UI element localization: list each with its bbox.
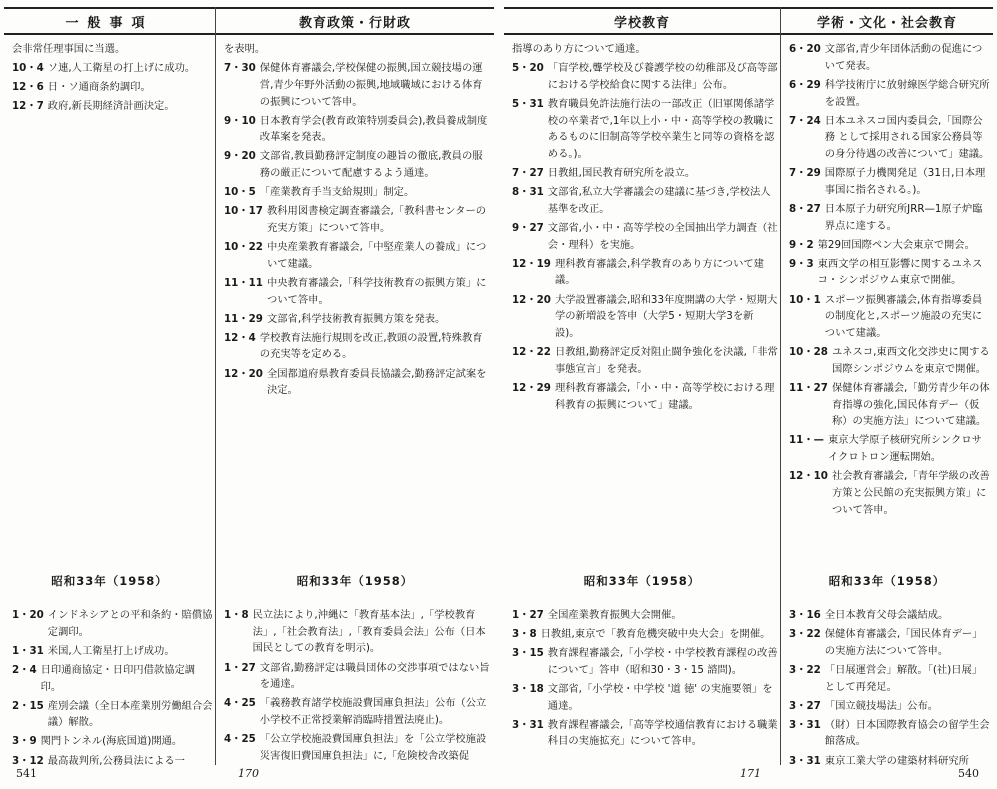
entry-date: 7・30 bbox=[224, 62, 256, 75]
entry-text: 教科用図書検定調査審議会,「教科書センターの充実方策」について答申。 bbox=[266, 205, 487, 234]
chronology-entry bbox=[789, 468, 991, 518]
chronology-entry bbox=[12, 60, 213, 77]
chronology-entry bbox=[789, 698, 991, 715]
entry-text: 全国都道府県教育委員長協議会,勤務評定試案を決定。 bbox=[266, 367, 487, 397]
entry-text: 中央産業教育審議会,「中堅産業人の養成」について建議。 bbox=[266, 241, 487, 270]
entry-date: 6・29 bbox=[789, 78, 821, 91]
entry-date: 11・11 bbox=[224, 276, 263, 289]
entry-text: 保健体育審議会,「勤労青少年の体育指導の強化,国民体育デー（仮称）の実施方法」について建議。 bbox=[831, 381, 990, 428]
chronology-entry bbox=[12, 607, 213, 640]
entry-date: 1・20 bbox=[12, 609, 44, 621]
chronology-entry bbox=[789, 344, 991, 377]
chronology-entry bbox=[512, 626, 778, 643]
entry-date: 3・8 bbox=[512, 628, 537, 641]
entry-text: 社会教育審議会,「青年学級の改善方策と公民館の充実振興方策」について答申。 bbox=[831, 470, 990, 516]
entries-bottom bbox=[781, 601, 993, 772]
entry-date: 9・3 bbox=[789, 257, 814, 270]
entry-date: 1・27 bbox=[512, 609, 544, 621]
chronology-entry bbox=[789, 662, 991, 695]
entry-date: 7・24 bbox=[789, 114, 821, 127]
entries-top bbox=[504, 35, 780, 413]
chronology-entry bbox=[512, 681, 778, 714]
chronology-entry bbox=[224, 60, 492, 110]
chronology-entry bbox=[224, 330, 492, 363]
chronology-entry bbox=[12, 643, 213, 660]
era-heading: 昭和33年（1958） bbox=[828, 574, 946, 588]
entry-text: 科学技術庁に放射線医学総合研究所を設置。 bbox=[824, 78, 990, 108]
chronology-entry bbox=[789, 256, 991, 289]
entry-date: 9・27 bbox=[512, 221, 544, 234]
column-heading: 学術・文化・社会教育 bbox=[781, 7, 993, 35]
entry-text: 東京工業大学の建築材料研究所 bbox=[824, 754, 969, 767]
entry-text: 全国産業教育振興大会開催。 bbox=[547, 609, 682, 621]
entry-date: 3・31 bbox=[789, 718, 821, 731]
chronology-entry bbox=[12, 662, 213, 695]
entry-text: 教育課程審議会,「高等学校通信教育における職業科目の実施拡充」について答申。 bbox=[547, 718, 778, 748]
column-heading: 一般事項 bbox=[4, 7, 215, 35]
column-culture-social-education bbox=[781, 7, 993, 765]
chronology-entry bbox=[224, 311, 492, 328]
entry-text: 最高裁判所,公務員法による一 bbox=[47, 754, 185, 767]
chronology-entry bbox=[224, 695, 492, 728]
entry-text: 教育課程審議会,「小学校・中学校教育課程の改善について」答申（昭和30・3・15 諮問)。 bbox=[547, 647, 778, 676]
chronology-entry bbox=[789, 165, 991, 198]
entry-text: 文部省,科学技術教育振興方策を発表。 bbox=[266, 312, 446, 325]
entry-text: 東西文学の相互影響に関するユネスコ・シンポジウム東京で開催。 bbox=[817, 257, 983, 287]
entry-date: 4・25 bbox=[224, 697, 256, 710]
entry-text: ユネスコ,東西文化交渉史に関する国際シンポジウムを東京で開催。 bbox=[831, 346, 990, 375]
entry-date: 10・5 bbox=[224, 186, 256, 199]
era-heading: 昭和33年（1958） bbox=[51, 574, 168, 588]
chronology-entry bbox=[512, 220, 778, 253]
entry-date: 10・4 bbox=[12, 62, 44, 75]
entry-date: 12・29 bbox=[512, 381, 551, 394]
entry-date: 3・22 bbox=[789, 663, 821, 676]
entries-bottom bbox=[4, 601, 215, 772]
entry-text: 第29回国際ペン大会東京で開会。 bbox=[817, 238, 975, 251]
chronology-entry bbox=[789, 292, 991, 342]
column-general bbox=[4, 7, 215, 765]
entry-text: 保健体育審議会,「国民体育デー」の実施方法について答申。 bbox=[824, 628, 983, 657]
entry-date: 5・31 bbox=[512, 97, 544, 110]
entry-text: 産別会議（全日本産業別労働組合会議）解散。 bbox=[47, 699, 213, 729]
entry-date: 9・20 bbox=[224, 150, 256, 163]
chronology-entry bbox=[12, 98, 213, 115]
entry-date: 1・8 bbox=[224, 609, 249, 621]
entry-date: 3・12 bbox=[12, 754, 44, 767]
page-number: 541 bbox=[16, 767, 37, 780]
chronology-entry bbox=[512, 380, 778, 413]
entry-text: 文部省,私立大学審議会の建議に基づき,学校法人基準を改正。 bbox=[547, 186, 771, 215]
entry-text: 政府,新長期経済計画決定。 bbox=[47, 100, 175, 113]
chronology-entry bbox=[12, 753, 213, 770]
entry-date: 9・10 bbox=[224, 114, 256, 127]
chronology-entry bbox=[224, 148, 492, 181]
entry-date: 12・7 bbox=[12, 100, 44, 113]
column-heading: 学校教育 bbox=[504, 7, 780, 35]
chronology-entry bbox=[224, 607, 492, 657]
entry-date: 12・22 bbox=[512, 346, 551, 359]
entry-text: 日本教育学会(教育政策特別委員会),教員養成制度改革案を発表。 bbox=[259, 114, 488, 144]
entry-text: 文部省,教員勤務評定制度の趣旨の徹底,教員の服務の厳正について配慮するよう通達。 bbox=[259, 150, 483, 180]
entry-text: 「産業教育手当支給規則」制定。 bbox=[259, 186, 415, 199]
chronology-entry bbox=[512, 256, 778, 289]
entry-date: 1・27 bbox=[224, 661, 256, 674]
entry-text: 関門トンネル(海底国道)開通。 bbox=[40, 735, 183, 748]
entry-text: 国際原子力機関発足（31日,日本理事国に指名される。)。 bbox=[824, 167, 986, 196]
entry-date: 10・17 bbox=[224, 205, 263, 218]
chronology-entry bbox=[224, 113, 492, 146]
entry-date: 12・19 bbox=[512, 257, 551, 270]
chronology-entry bbox=[789, 237, 991, 254]
entry-text: 日印通商協定・日印円借款協定調印。 bbox=[40, 663, 196, 693]
entry-text: 「盲学校,聾学校及び養護学校の幼稚部及び高等部における学校給食に関する法律」公布。 bbox=[547, 62, 778, 91]
entries-bottom bbox=[216, 601, 494, 767]
chronology-entry bbox=[512, 165, 778, 182]
entry-text: 文部省,青少年団体活動の促進について発表。 bbox=[824, 43, 983, 72]
entry-text: 「公立学校施設費国庫負担法」を「公立学校施設災害復旧費国庫負担法」に,「危険校舎改築促 bbox=[259, 733, 487, 762]
chronology-entry bbox=[12, 79, 213, 96]
entry-date: 7・29 bbox=[789, 167, 821, 180]
entry-date: 6・20 bbox=[789, 43, 821, 55]
entry-text: 日教組,国民教育研究所を設立。 bbox=[547, 167, 696, 180]
entry-date: 11・29 bbox=[224, 312, 263, 325]
chronology-entry bbox=[224, 660, 492, 693]
chronology-entry bbox=[789, 380, 991, 430]
entry-date: 3・16 bbox=[789, 609, 821, 621]
entry-text: 学校教育法施行規則を改正,教頭の設置,特殊教育の充実等を定める。 bbox=[259, 331, 483, 361]
entry-text: 米国,人工衛星打上げ成功。 bbox=[47, 644, 175, 657]
chronology-entry bbox=[224, 366, 492, 399]
entry-date: 12・10 bbox=[789, 470, 828, 483]
entry-date: 2・15 bbox=[12, 699, 44, 712]
entry-text: 文部省,勤務評定は職員団体の交渉事項ではない旨を通達。 bbox=[259, 661, 490, 691]
entry-date: 3・9 bbox=[12, 735, 37, 748]
chronology-entry bbox=[224, 184, 492, 201]
entry-date: 1・31 bbox=[12, 644, 44, 657]
entry-text: インドネシアとの平和条約・賠償協定調印。 bbox=[47, 609, 213, 638]
entry-text: ソ連,人工衛星の打上げに成功。 bbox=[47, 62, 196, 75]
entry-date: 12・6 bbox=[12, 81, 44, 94]
chronology-entry bbox=[789, 113, 991, 163]
entry-text: 文部省,「小学校・中学校 '道 徳' の実施要領」を通達。 bbox=[547, 682, 773, 712]
entry-text: 日教組,勤務評定反対阻止闘争強化を決議,「非常事態宣言」を発表。 bbox=[554, 346, 778, 375]
page-number: 540 bbox=[958, 767, 979, 780]
entries-top bbox=[4, 35, 215, 115]
column-school-education bbox=[504, 7, 780, 765]
entry-text: 日教組,東京で「教育危機突破中央大会」を開催。 bbox=[540, 628, 771, 641]
entries-top bbox=[216, 35, 494, 399]
entry-date: 3・15 bbox=[512, 647, 544, 660]
entry-date: 2・4 bbox=[12, 663, 37, 676]
entry-text: 「義務教育諸学校施設費国庫負担法」公布（公立小学校不正常授業解消臨時措置法廃止)。 bbox=[259, 697, 487, 726]
era-heading: 昭和33年（1958） bbox=[296, 574, 414, 588]
chronology-entry bbox=[789, 201, 991, 234]
page-number: 170 bbox=[238, 767, 259, 780]
chronology-entry bbox=[789, 432, 991, 465]
entry-date: 4・25 bbox=[224, 733, 256, 746]
entry-text: 東京大学原子核研究所シンクロサイクロトロン運転開始。 bbox=[827, 434, 982, 464]
entry-text: 文部省,小・中・高等学校の全国抽出学力調査（社会・理科）を実施。 bbox=[547, 221, 778, 251]
chronology-entry bbox=[224, 203, 492, 236]
entry-text: スポーツ振興審議会,体育指導委員の制度化と,スポーツ施設の充実について建議。 bbox=[824, 293, 983, 339]
entry-text: 教育職員免許法施行法の一部改正（旧軍関係諸学校の卒業者で,1年以上小・中・高等学校の教職にあるものに旧制高等学校卒業生と同等の資格を認める。)。 bbox=[547, 97, 775, 160]
entry-date: 3・31 bbox=[512, 718, 544, 731]
entry-date: 3・31 bbox=[789, 754, 821, 767]
entries-bottom bbox=[504, 601, 780, 753]
column-heading: 教育政策・行財政 bbox=[216, 7, 494, 35]
column-education-policy bbox=[216, 7, 494, 765]
entry-date: 3・27 bbox=[789, 699, 821, 712]
chronology-entry bbox=[512, 60, 778, 93]
entry-text: 大学設置審議会,昭和33年度開講の大学・短期大学の新増設を答申（大学5・短期大学3を新設)。 bbox=[554, 293, 778, 339]
chronology-entry bbox=[512, 96, 778, 163]
entry-text: 全日本教育父母会議結成。 bbox=[824, 609, 949, 621]
page-number: 171 bbox=[740, 767, 761, 780]
chronology-entry bbox=[224, 275, 492, 308]
entry-date: 12・4 bbox=[224, 331, 256, 344]
entry-date: 12・20 bbox=[512, 293, 551, 306]
entry-text: 「国立競技場法」公布。 bbox=[824, 699, 939, 712]
entry-date: 3・22 bbox=[789, 628, 821, 641]
chronology-entry bbox=[512, 184, 778, 217]
entry-continuation: を表明。 bbox=[224, 43, 266, 55]
entry-date: 10・1 bbox=[789, 293, 821, 306]
entry-date: 7・27 bbox=[512, 167, 544, 180]
entry-text: 日本原子力研究所JRR—1原子炉臨界点に達する。 bbox=[824, 202, 983, 232]
chronology-entry bbox=[12, 698, 213, 731]
chronology-entry bbox=[512, 607, 778, 624]
entry-text: （財）日本国際教育協会の留学生会館落成。 bbox=[824, 718, 990, 748]
chronology-entry bbox=[789, 717, 991, 750]
entry-date: 12・20 bbox=[224, 367, 263, 380]
chronology-entry bbox=[789, 607, 991, 624]
entry-date: 9・2 bbox=[789, 238, 814, 251]
entry-text: 理科教育審議会,科学教育のあり方について建議。 bbox=[554, 257, 764, 287]
entry-date: 11・27 bbox=[789, 381, 828, 394]
entry-date: 10・28 bbox=[789, 346, 828, 359]
entry-date: 5・20 bbox=[512, 62, 544, 75]
entry-text: 日・ソ通商条約調印。 bbox=[47, 81, 151, 94]
chronology-entry bbox=[512, 717, 778, 750]
entry-text: 保健体育審議会,学校保健の振興,国立競技場の運営,青少年野外活動の振興,地域職域における体育の振興について答申。 bbox=[259, 62, 483, 108]
chronology-entry bbox=[224, 239, 492, 272]
chronology-entry bbox=[789, 77, 991, 110]
chronology-entry bbox=[512, 645, 778, 678]
entry-text: 民立法により,沖縄に「教育基本法」,「学校教育法」,「社会教育法」,「教育委員会法」公布（日本国民としての教育を明示)。 bbox=[252, 609, 486, 655]
entry-date: 10・22 bbox=[224, 241, 263, 254]
entry-text: 日本ユネスコ国内委員会,「国際公務 として採用される国家公務員等の身分待遇の改善について」建議。 bbox=[824, 114, 990, 160]
entry-continuation: 指導のあり方について通達。 bbox=[512, 43, 646, 55]
entry-text: 「日展運営会」解散。「(社)日展」として再発足。 bbox=[824, 663, 983, 693]
entry-text: 中央教育審議会,「科学技術教育の振興方策」について答申。 bbox=[266, 276, 487, 306]
entry-date: 8・31 bbox=[512, 186, 544, 199]
chronology-entry bbox=[789, 626, 991, 659]
chronology-entry bbox=[12, 733, 213, 750]
chronology-entry bbox=[224, 731, 492, 764]
entry-date: 8・27 bbox=[789, 202, 821, 215]
era-heading: 昭和33年（1958） bbox=[583, 574, 701, 588]
entry-date: 3・18 bbox=[512, 682, 544, 695]
entry-text: 理科教育審議会,「小・中・高等学校における理科教育の振興について」建議。 bbox=[554, 381, 775, 411]
chronology-entry bbox=[789, 41, 991, 74]
entries-top bbox=[781, 35, 993, 518]
chronology-entry bbox=[512, 292, 778, 342]
chronology-entry bbox=[512, 344, 778, 377]
entry-continuation: 会非常任理事国に当選。 bbox=[12, 43, 126, 55]
entry-date: 11・— bbox=[789, 434, 824, 447]
